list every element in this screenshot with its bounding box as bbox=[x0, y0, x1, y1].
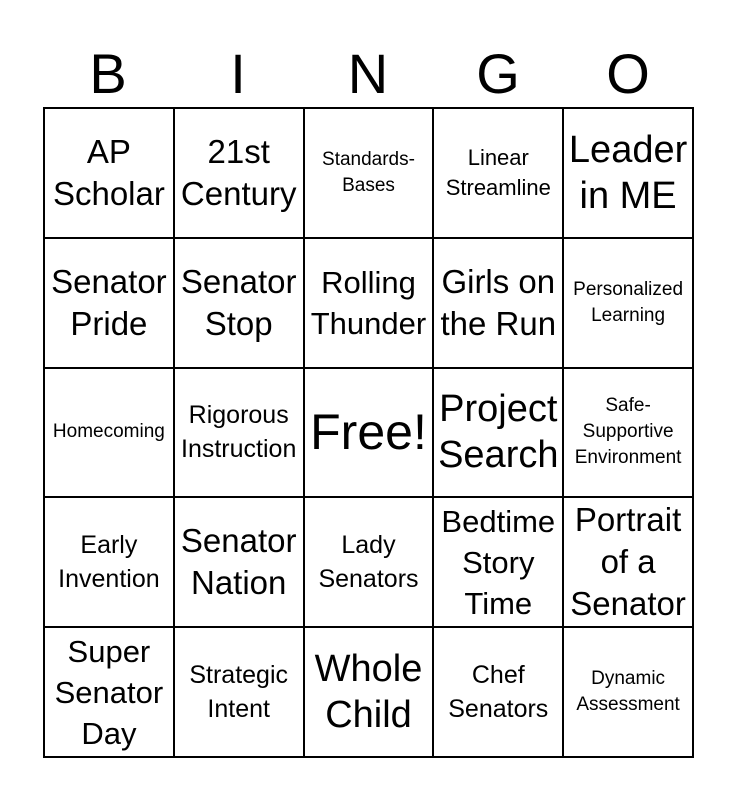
bingo-cell-r5-c2[interactable] bbox=[175, 628, 305, 758]
bingo-cell-r4-c5[interactable] bbox=[564, 498, 694, 628]
bingo-cell-r5-c5[interactable] bbox=[564, 628, 694, 758]
header-letter-o: O bbox=[606, 42, 650, 105]
cell-label: Leader in ME bbox=[568, 128, 688, 217]
cell-label: Lady Senators bbox=[318, 531, 419, 594]
header-letter-g: G bbox=[476, 42, 520, 105]
cell-label: Bedtime Story Time bbox=[441, 503, 556, 621]
cell-label: Senator Stop bbox=[180, 262, 297, 342]
bingo-cell-r4-c3[interactable] bbox=[305, 498, 435, 628]
cell-label: Girls on the Run bbox=[440, 262, 557, 342]
bingo-cell-r2-c4[interactable] bbox=[434, 239, 564, 369]
bingo-cell-r4-c1[interactable] bbox=[45, 498, 175, 628]
bingo-cell-r3-c3[interactable] bbox=[305, 369, 435, 499]
bingo-cell-r3-c5[interactable] bbox=[564, 369, 694, 499]
cell-label: Project Search bbox=[438, 388, 559, 477]
cell-label: AP Scholar bbox=[52, 132, 165, 212]
bingo-cell-r2-c3[interactable] bbox=[305, 239, 435, 369]
header-letter-i: I bbox=[230, 42, 246, 105]
bingo-cell-r4-c2[interactable] bbox=[175, 498, 305, 628]
bingo-cell-r1-c1[interactable] bbox=[45, 109, 175, 239]
bingo-cell-r5-c4[interactable] bbox=[434, 628, 564, 758]
cell-label: Whole Child bbox=[314, 648, 423, 737]
bingo-cell-r5-c3[interactable] bbox=[305, 628, 435, 758]
bingo-cell-r3-c1[interactable] bbox=[45, 369, 175, 499]
bingo-cell-r1-c4[interactable] bbox=[434, 109, 564, 239]
cell-label: Senator Pride bbox=[51, 262, 167, 342]
bingo-cell-r1-c5[interactable] bbox=[564, 109, 694, 239]
cell-label: Rolling Thunder bbox=[310, 264, 427, 341]
bingo-cell-r3-c2[interactable] bbox=[175, 369, 305, 499]
cell-label: Chef Senators bbox=[448, 661, 549, 724]
header-letter-n: N bbox=[347, 42, 389, 105]
cell-label: Rigorous Instruction bbox=[181, 401, 297, 464]
cell-label: Senator Nation bbox=[180, 522, 297, 602]
free-space: Free! bbox=[310, 404, 427, 461]
header-letter-b: B bbox=[89, 42, 127, 105]
cell-label: Personalized Learning bbox=[573, 278, 684, 326]
cell-label: Strategic Intent bbox=[189, 661, 289, 724]
bingo-cell-r4-c4[interactable] bbox=[434, 498, 564, 628]
cell-label: Standards-Bases bbox=[322, 148, 415, 196]
bingo-header bbox=[43, 40, 693, 108]
cell-label: Portrait of a Senator bbox=[570, 501, 686, 623]
bingo-cell-r2-c2[interactable] bbox=[175, 239, 305, 369]
bingo-cell-r3-c4[interactable] bbox=[434, 369, 564, 499]
cell-label: Safe-Supportive Environment bbox=[574, 395, 682, 469]
cell-label: Homecoming bbox=[52, 421, 165, 443]
cell-label: 21st Century bbox=[180, 132, 297, 212]
bingo-card-grid bbox=[43, 107, 694, 758]
bingo-cell-r2-c1[interactable] bbox=[45, 239, 175, 369]
cell-label: Linear Streamline bbox=[445, 144, 551, 200]
bingo-cell-r2-c5[interactable] bbox=[564, 239, 694, 369]
bingo-cell-r5-c1[interactable] bbox=[45, 628, 175, 758]
bingo-cell-r1-c2[interactable] bbox=[175, 109, 305, 239]
cell-label: Dynamic Assessment bbox=[576, 668, 680, 716]
bingo-cell-r1-c3[interactable] bbox=[305, 109, 435, 239]
cell-label: Early Invention bbox=[58, 531, 160, 594]
cell-label: Super Senator Day bbox=[54, 633, 164, 751]
